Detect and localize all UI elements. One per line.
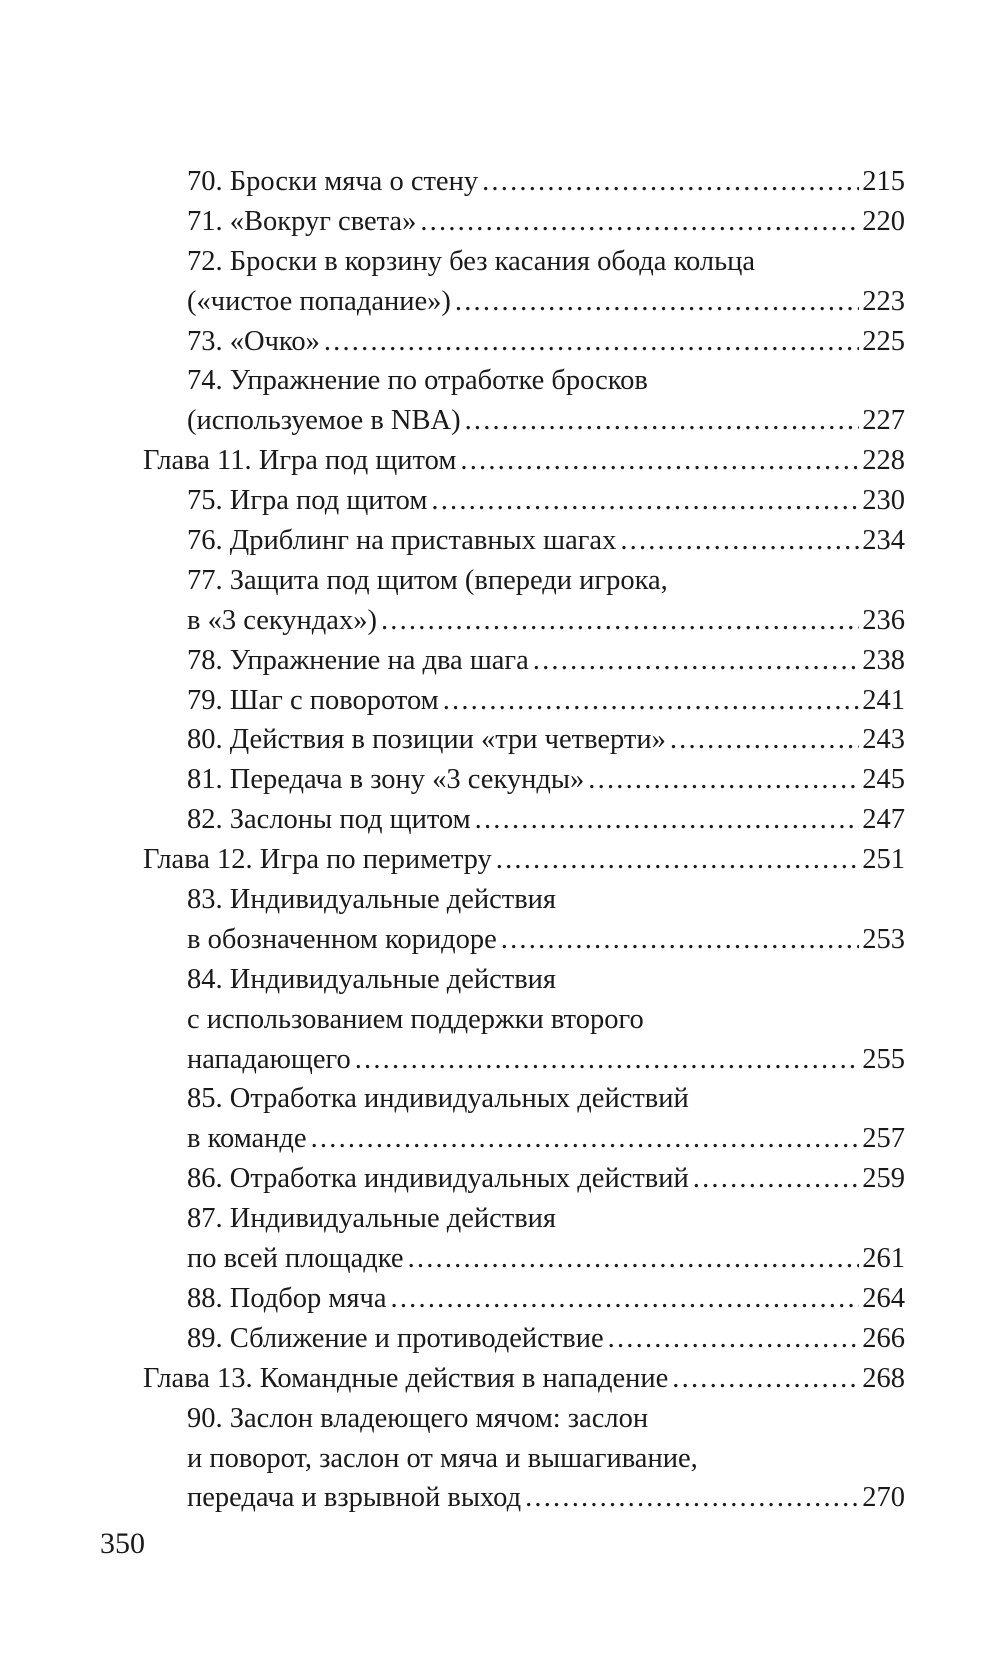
- toc-line: [187, 681, 905, 721]
- toc-page-number: 230: [862, 485, 905, 517]
- toc-item: [143, 880, 905, 960]
- toc-item: [143, 720, 905, 760]
- toc-item: [143, 561, 905, 641]
- toc-title-text: 79. Шаг с поворотом: [187, 684, 439, 716]
- toc-page-number: 270: [862, 1482, 905, 1514]
- toc-title-text: 70. Броски мяча о стену: [187, 166, 479, 197]
- toc-title-text: 80. Действия в позиции «три четверти»: [187, 724, 666, 756]
- page-number: 350: [100, 1527, 145, 1560]
- toc-page-number: 215: [862, 166, 905, 197]
- toc-title-text: («чистое попадание»): [187, 285, 451, 317]
- toc-title-text: с использованием поддержки второго: [187, 1003, 644, 1035]
- toc-line: [187, 162, 905, 202]
- dot-leader: [670, 720, 859, 760]
- toc-title-text: нападающего: [187, 1043, 351, 1075]
- toc-title-text: 78. Упражнение на два шага: [187, 644, 529, 676]
- toc-title-text: 73. «Очко»: [187, 325, 320, 357]
- toc-title-text: 89. Сближение и противодействие: [187, 1322, 604, 1354]
- toc-item: [143, 760, 905, 800]
- toc-page-number: 253: [862, 923, 905, 955]
- toc-line: [187, 960, 905, 1000]
- toc-title-text: Глава 13. Командные действия в нападение: [143, 1362, 669, 1394]
- toc-title-text: 77. Защита под щитом (впереди игрока,: [187, 564, 668, 596]
- dot-leader: [693, 1159, 859, 1199]
- toc-item: [143, 361, 905, 441]
- toc-page-number: 236: [862, 604, 905, 636]
- toc-title-text: 81. Передача в зону «3 секунды»: [187, 764, 585, 796]
- dot-leader: [620, 521, 859, 561]
- toc-title-text: в обозначенном коридоре: [187, 923, 497, 955]
- toc-line: [187, 1239, 905, 1279]
- dot-leader: [381, 601, 859, 641]
- toc-line: [187, 322, 905, 362]
- dot-leader: [672, 1359, 859, 1399]
- toc-line: [187, 601, 905, 641]
- toc-title-text: передача и взрывной выход: [187, 1482, 522, 1514]
- dot-leader: [311, 1119, 860, 1159]
- toc-title-text: и поворот, заслон от мяча и вышагивание,: [187, 1442, 698, 1474]
- toc-line: [187, 521, 905, 561]
- toc-page-number: 257: [862, 1123, 905, 1155]
- toc-line: [143, 441, 905, 481]
- toc-line: [187, 880, 905, 920]
- toc-chapter: [143, 441, 905, 481]
- toc-title-text: 82. Заслоны под щитом: [187, 804, 471, 836]
- toc-title-text: 71. «Вокруг света»: [187, 205, 417, 237]
- toc-line: [187, 1478, 905, 1518]
- toc-title-text: 86. Отработка индивидуальных действий: [187, 1163, 689, 1195]
- dot-leader: [324, 322, 859, 362]
- toc-page-number: 268: [862, 1362, 905, 1394]
- dot-leader: [355, 1040, 860, 1080]
- toc-title-text: в команде: [187, 1123, 307, 1155]
- dot-leader: [391, 1279, 860, 1319]
- toc-page-number: 234: [862, 525, 905, 557]
- toc-line: [187, 1000, 905, 1040]
- toc-title-text: 72. Броски в корзину без касания обода кольца: [187, 245, 755, 277]
- toc-page-number: 247: [862, 804, 905, 836]
- toc-page-number: 266: [862, 1322, 905, 1354]
- toc-page-number: 264: [862, 1282, 905, 1314]
- toc-page-number: 225: [862, 325, 905, 357]
- toc-line: [187, 282, 905, 322]
- toc-item: [143, 1399, 905, 1519]
- toc-page-number: 228: [862, 445, 905, 477]
- toc-item: [143, 1199, 905, 1279]
- dot-leader: [460, 441, 859, 481]
- toc-item: [143, 681, 905, 721]
- toc-line: [187, 561, 905, 601]
- toc-title-text: 83. Индивидуальные действия: [187, 884, 557, 916]
- toc-item: [143, 641, 905, 681]
- toc-item: [143, 1079, 905, 1159]
- toc-line: [187, 800, 905, 840]
- toc-line: [187, 1040, 905, 1080]
- toc-page-number: 243: [862, 724, 905, 756]
- dot-leader: [496, 840, 860, 880]
- toc-line: [187, 1199, 905, 1239]
- dot-leader: [533, 641, 859, 681]
- toc-line: [187, 641, 905, 681]
- dot-leader: [455, 282, 859, 322]
- toc-item: [143, 202, 905, 242]
- toc-title-text: Глава 11. Игра под щитом: [143, 445, 457, 477]
- table-of-contents: [143, 162, 905, 1518]
- toc-line: [187, 1399, 905, 1439]
- toc-page-number: 241: [862, 684, 905, 716]
- dot-leader: [431, 481, 859, 521]
- toc-title-text: 90. Заслон владеющего мячом: заслон: [187, 1402, 649, 1434]
- toc-title-text: 84. Индивидуальные действия: [187, 963, 557, 995]
- toc-item: [143, 1279, 905, 1319]
- toc-line: [187, 202, 905, 242]
- toc-title-text: по всей площадке: [187, 1243, 404, 1275]
- toc-page-number: 255: [862, 1043, 905, 1075]
- toc-line: [187, 1159, 905, 1199]
- toc-line: [187, 481, 905, 521]
- toc-line: [187, 920, 905, 960]
- toc-line: [187, 760, 905, 800]
- toc-item: [143, 800, 905, 840]
- toc-item: [143, 322, 905, 362]
- toc-title-text: 76. Дриблинг на приставных шагах: [187, 525, 617, 557]
- toc-title-text: в «3 секундах»): [187, 604, 377, 636]
- toc-page-number: 245: [862, 764, 905, 796]
- dot-leader: [475, 800, 860, 840]
- toc-line: [187, 401, 905, 441]
- toc-page-number: 227: [862, 405, 905, 437]
- dot-leader: [408, 1239, 860, 1279]
- toc-line: [187, 1319, 905, 1359]
- dot-leader: [482, 162, 859, 202]
- toc-line: [187, 361, 905, 401]
- toc-item: [143, 162, 905, 202]
- toc-title-text: 87. Индивидуальные действия: [187, 1203, 557, 1235]
- toc-line: [187, 1279, 905, 1319]
- toc-line: [187, 720, 905, 760]
- toc-title-text: 75. Игра под щитом: [187, 485, 428, 517]
- toc-page-number: 259: [862, 1163, 905, 1195]
- toc-item: [143, 242, 905, 322]
- toc-chapter: [143, 840, 905, 880]
- toc-line: [187, 1119, 905, 1159]
- toc-title-text: 85. Отработка индивидуальных действий: [187, 1083, 689, 1115]
- dot-leader: [443, 681, 860, 721]
- toc-item: [143, 1159, 905, 1199]
- dot-leader: [525, 1478, 859, 1518]
- toc-title-text: 74. Упражнение по отработке бросков: [187, 365, 648, 397]
- toc-item: [143, 1319, 905, 1359]
- toc-item: [143, 481, 905, 521]
- toc-line: [143, 1359, 905, 1399]
- dot-leader: [465, 401, 860, 441]
- dot-leader: [608, 1319, 860, 1359]
- dot-leader: [501, 920, 859, 960]
- toc-page-number: 261: [862, 1243, 905, 1275]
- toc-page-number: 220: [862, 205, 905, 237]
- toc-line: [187, 242, 905, 282]
- dot-leader: [588, 760, 859, 800]
- toc-line: [187, 1439, 905, 1479]
- toc-title-text: Глава 12. Игра по периметру: [143, 844, 492, 876]
- toc-line: [143, 840, 905, 880]
- toc-chapter: [143, 1359, 905, 1399]
- toc-item: [143, 960, 905, 1080]
- toc-page-number: 223: [862, 285, 905, 317]
- toc-line: [187, 1079, 905, 1119]
- toc-item: [143, 521, 905, 561]
- toc-page-number: 251: [862, 844, 905, 876]
- toc-page-number: 238: [862, 644, 905, 676]
- toc-title-text: (используемое в NBA): [187, 405, 461, 437]
- toc-title-text: 88. Подбор мяча: [187, 1282, 387, 1314]
- dot-leader: [420, 202, 859, 242]
